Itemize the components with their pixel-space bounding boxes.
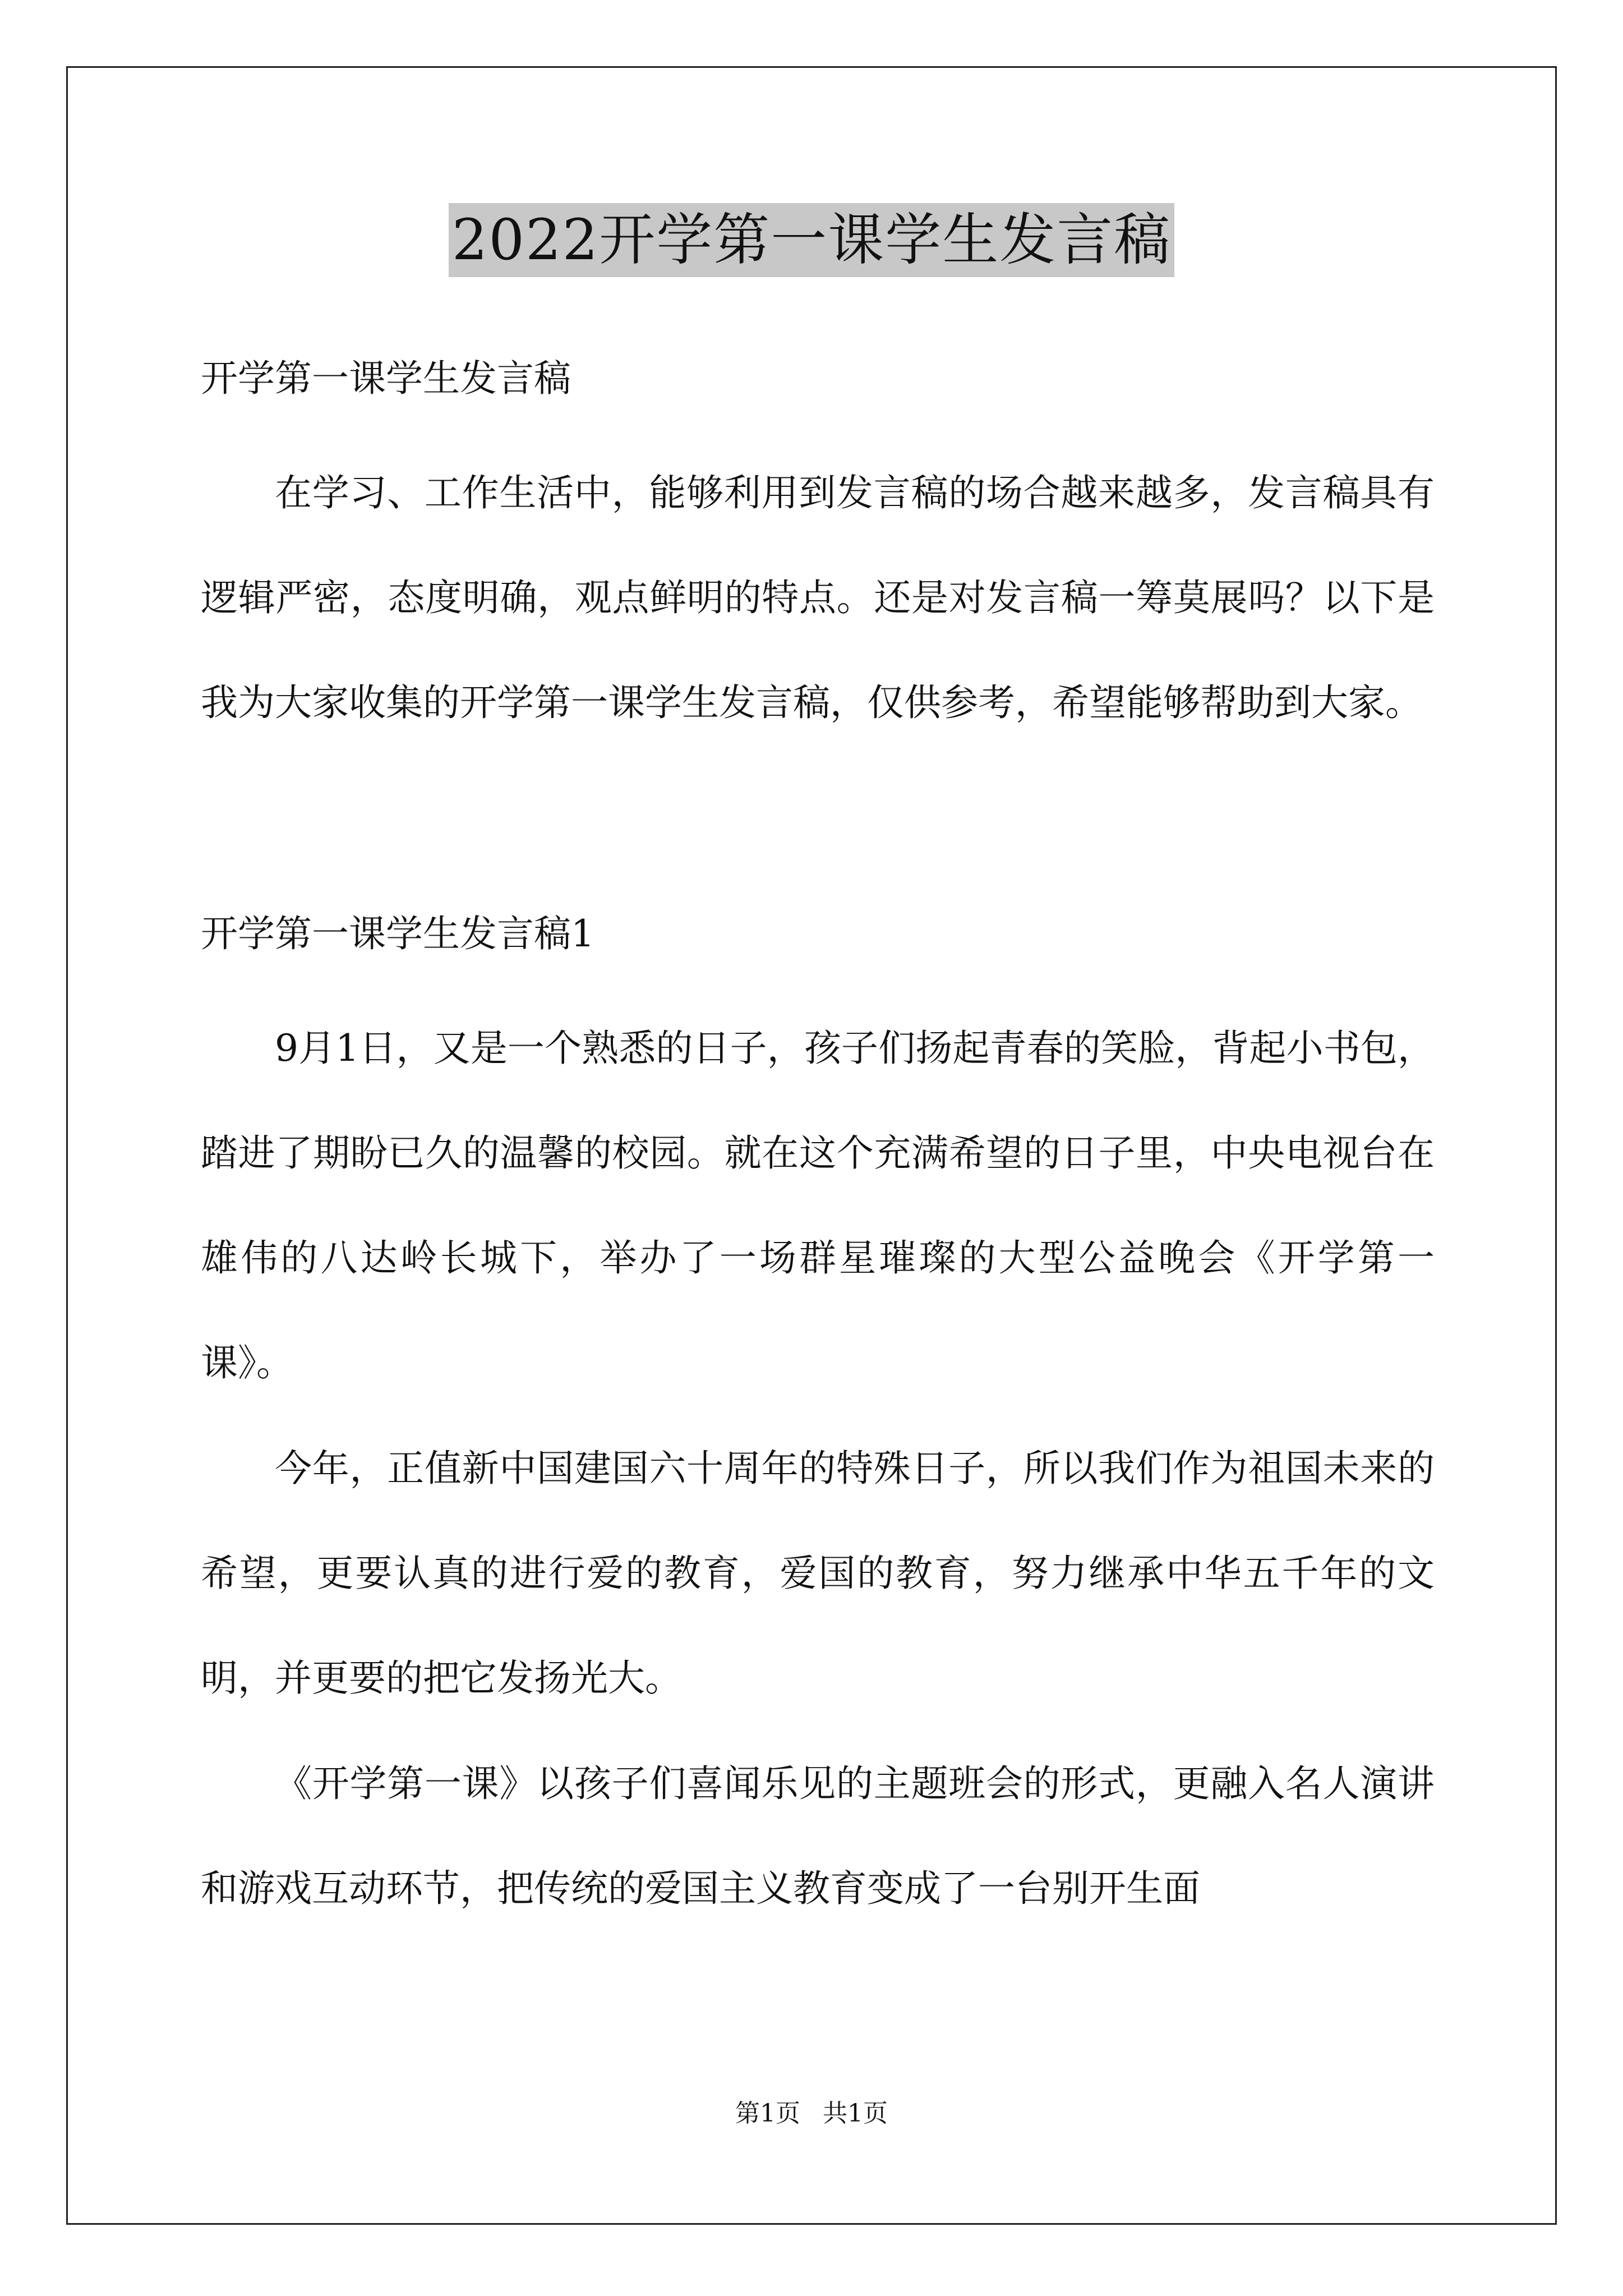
section-heading: 开学第一课学生发言稿1 xyxy=(201,912,594,955)
page-number-current: 第1页 xyxy=(735,2099,800,2128)
page-number-total: 共1页 xyxy=(823,2099,888,2128)
title-container xyxy=(0,203,1623,277)
document-subtitle: 开学第一课学生发言稿 xyxy=(201,357,571,400)
body-paragraph-2: 今年，正值新中国建国六十周年的特殊日子，所以我们作为祖国未来的希望，更要认真的进行爱的教育，爱国的教育，努力继承中华五千年的文明，并更要的把它发扬光大。 xyxy=(201,1447,1435,1700)
body-paragraph-1: 9月1日，又是一个熟悉的日子，孩子们扬起青春的笑脸，背起小书包，踏进了期盼已久的温馨的校园。就在这个充满希望的日子里，中央电视台在雄伟的八达岭长城下，举办了一场群星璀璨的大型公益晚会《开学第一课》。 xyxy=(201,1027,1435,1384)
body-paragraph-3: 《开学第一课》以孩子们喜闻乐见的主题班会的形式，更融入名人演讲和游戏互动环节，把传统的爱国主义教育变成了一台别开生面 xyxy=(201,1762,1435,1910)
intro-paragraph: 在学习、工作生活中，能够利用到发言稿的场合越来越多，发言稿具有逻辑严密，态度明确，观点鲜明的特点。还是对发言稿一筹莫展吗？以下是我为大家收集的开学第一课学生发言稿，仅供参考，希望能够帮助到大家。 xyxy=(201,471,1435,724)
document-title: 2022开学第一课学生发言稿 xyxy=(449,203,1175,277)
page-footer xyxy=(0,2097,1623,2131)
